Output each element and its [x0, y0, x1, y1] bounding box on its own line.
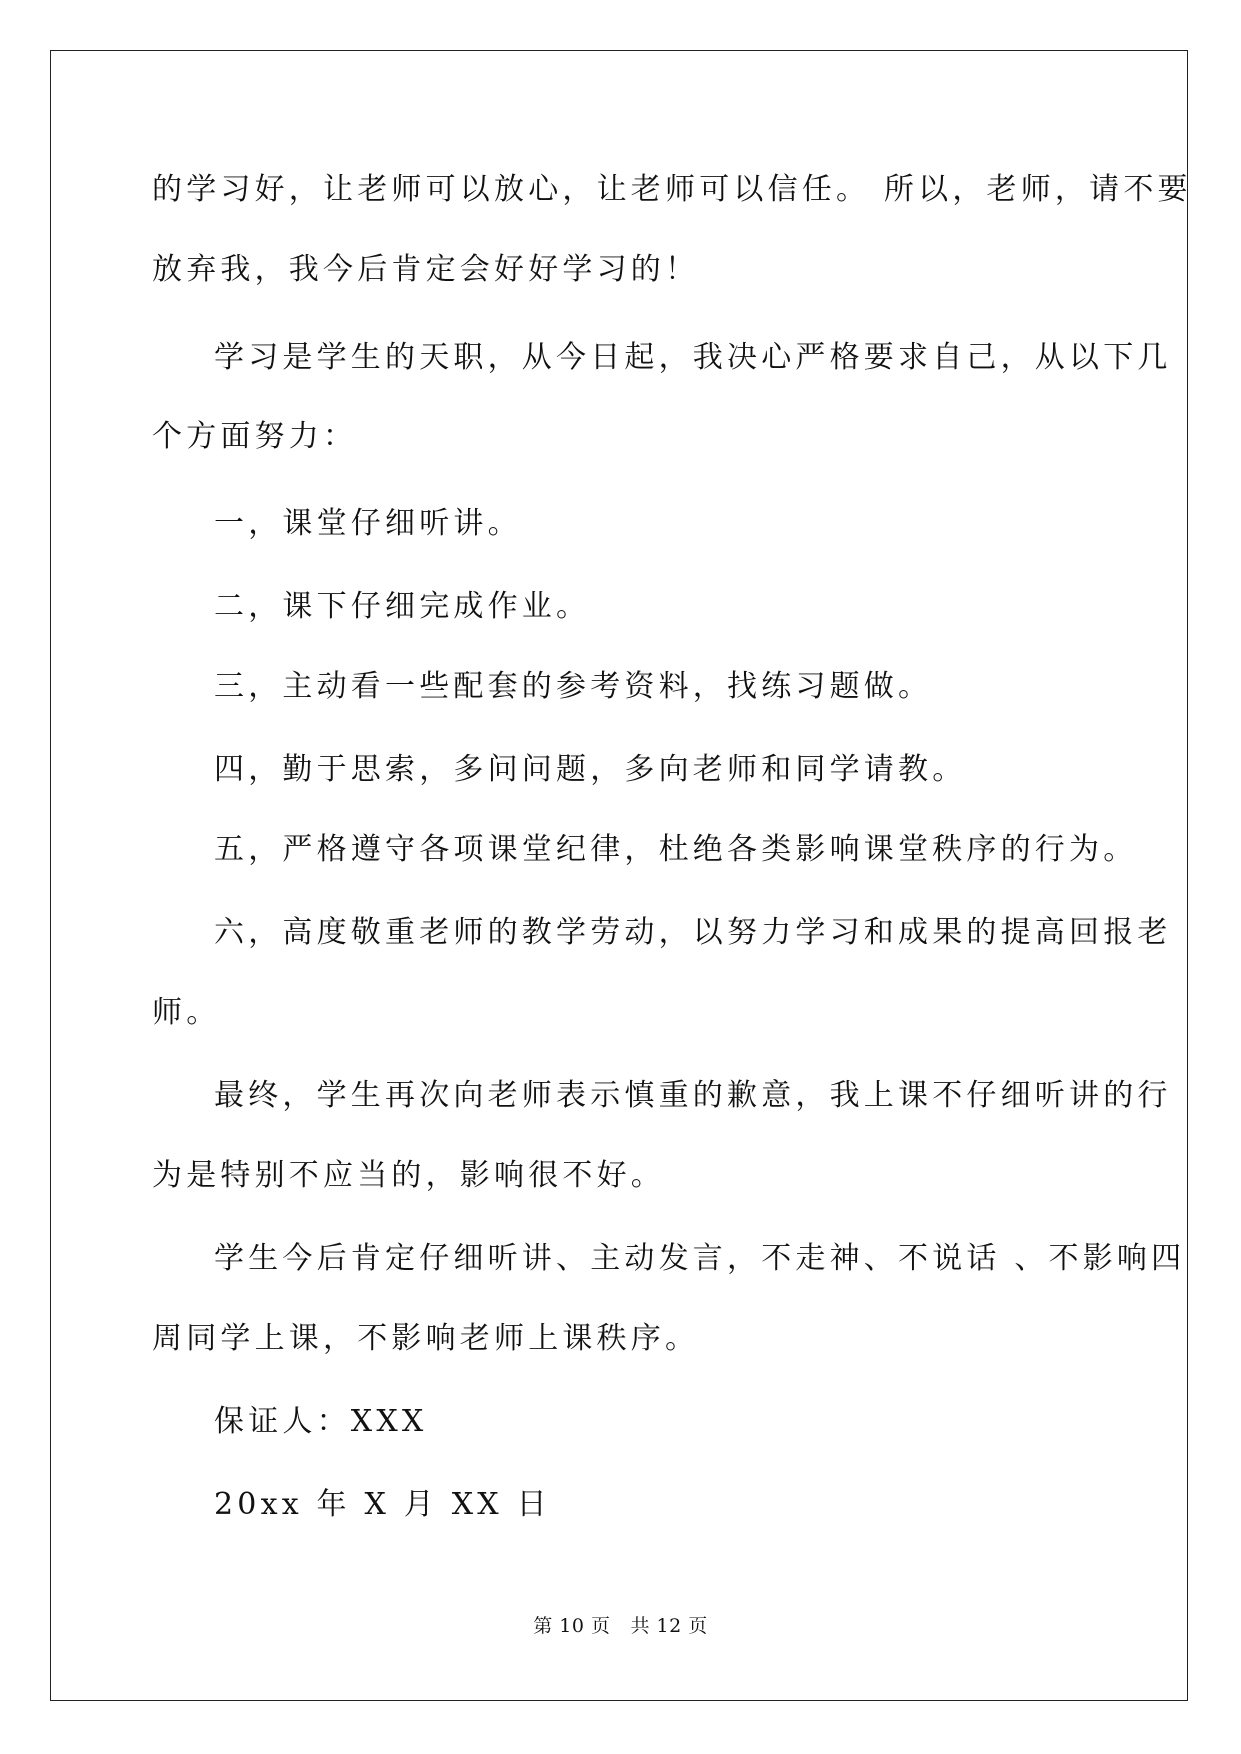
- guarantor-line: 保证人：XXX: [214, 1404, 428, 1439]
- paragraph-line: 学习是学生的天职，从今日起，我决心严格要求自己，从以下几: [214, 340, 1172, 375]
- page-footer: [0, 1614, 1241, 1638]
- paragraph-line: 最终，学生再次向老师表示慎重的歉意，我上课不仔细听讲的行: [214, 1078, 1172, 1113]
- list-item-6: 六，高度敬重老师的教学劳动，以努力学习和成果的提高回报老: [214, 915, 1172, 950]
- paragraph-line: 周同学上课，不影响老师上课秩序。: [152, 1321, 700, 1356]
- page-border: [50, 50, 1188, 1701]
- paragraph-line: 的学习好，让老师可以放心，让老师可以信任。 所以，老师，请不要: [152, 172, 1192, 207]
- current-page-number: 第 10 页: [533, 1615, 611, 1637]
- list-item-3: 三，主动看一些配套的参考资料，找练习题做。: [214, 669, 933, 704]
- paragraph-line: 学生今后肯定仔细听讲、主动发言，不走神、不说话 、不影响四: [214, 1241, 1186, 1276]
- paragraph-line: 为是特别不应当的，影响很不好。: [152, 1158, 665, 1193]
- total-page-count: 共 12 页: [630, 1615, 708, 1637]
- list-item-4: 四，勤于思索，多问问题，多向老师和同学请教。: [214, 752, 967, 787]
- date-line: 20xx 年 X 月 XX 日: [214, 1487, 551, 1522]
- paragraph-line: 师。: [152, 995, 221, 1030]
- list-item-5: 五，严格遵守各项课堂纪律，杜绝各类影响课堂秩序的行为。: [214, 832, 1138, 867]
- paragraph-line: 个方面努力：: [152, 419, 358, 454]
- paragraph-line: 放弃我，我今后肯定会好好学习的！: [152, 252, 700, 287]
- list-item-2: 二，课下仔细完成作业。: [214, 589, 591, 624]
- list-item-1: 一，课堂仔细听讲。: [214, 506, 522, 541]
